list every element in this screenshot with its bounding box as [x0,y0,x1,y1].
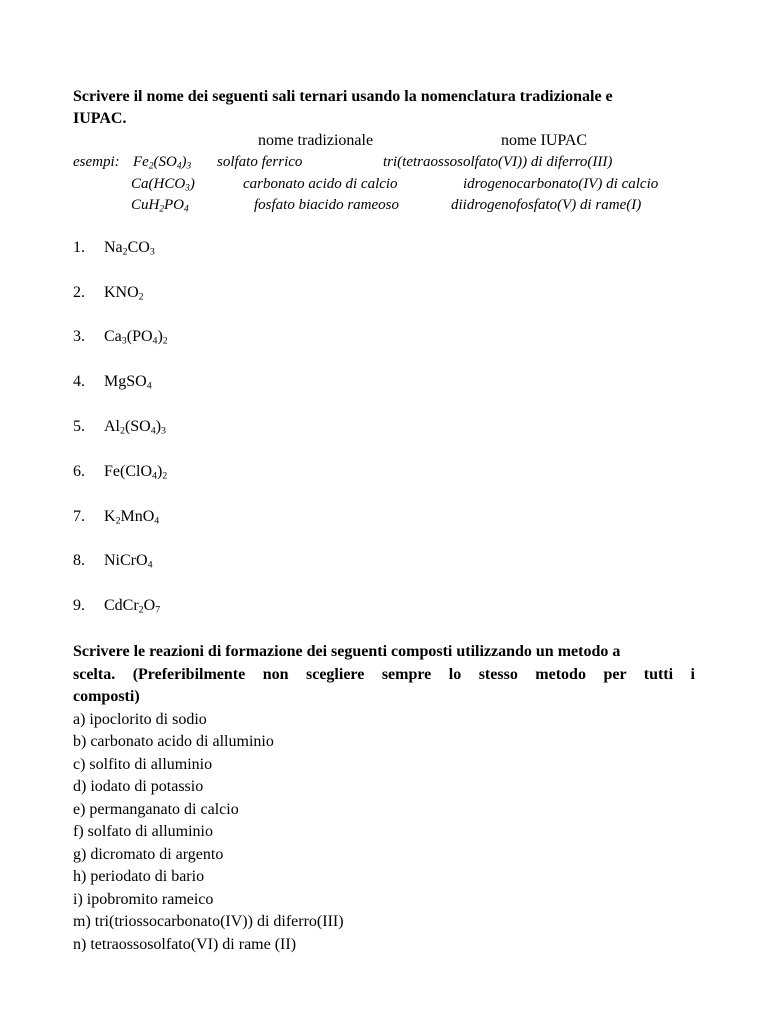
list-item: f) solfato di alluminio [73,823,213,840]
list-item: a) ipoclorito di sodio [73,711,207,728]
example-traditional-name: solfato ferrico [217,154,303,170]
list-item-formula: $CdCr_2O_7$ [104,597,161,616]
examples-label: esempi: [73,154,120,170]
example-formula: $Fe_2(SO_4)_3$ [133,154,192,172]
example-formula: $CuH_2PO_4$ [131,197,189,215]
list-item-formula: $KNO_2$ [104,284,144,303]
list-item-number: 7. [73,508,85,525]
list-item-formula: $Al_2(SO_4)_3$ [104,418,166,437]
list-item-formula: MgSO$_4$ [104,373,152,392]
list-item: e) permanganato di calcio [73,801,239,818]
header-iupac: nome IUPAC [501,132,588,149]
list-item: m) tri(triossocarbonato(IV)) di diferro(III) [73,913,344,930]
example-iupac-name: tri(tetraossosolfato(VI)) di diferro(III) [383,154,613,170]
section2-title-line1: Scrivere le reazioni di formazione dei seguenti composti utilizzando un metodo a [73,643,621,660]
list-item: g) dicromato di argento [73,846,224,863]
list-item: c) solfito di alluminio [73,756,213,773]
example-iupac-name: idrogenocarbonato(IV) di calcio [463,176,659,192]
example-formula: $Ca(HCO_3)$ [131,176,195,194]
list-item-formula: $Fe(ClO_4)_2$ [104,463,168,482]
example-traditional-name: fosfato biacido rameoso [254,197,399,213]
header-traditional: nome tradizionale [258,132,374,149]
list-item-formula: $Na_2CO_3$ [104,239,155,258]
list-item-number: 4. [73,373,85,390]
list-item-number: 1. [73,239,85,256]
list-item: i) ipobromito rameico [73,891,214,908]
list-item-number: 8. [73,552,85,569]
list-item-formula: NiCrO$_4$ [104,552,153,571]
list-item-number: 2. [73,284,85,301]
section1-title-line2: IUPAC. [73,110,127,127]
list-item-number: 9. [73,597,85,614]
list-item-formula: $K_2MnO_4$ [104,508,160,527]
list-item: d) iodato di potassio [73,778,204,795]
section2-title-line3: composti) [73,688,140,705]
example-traditional-name: carbonato acido di calcio [243,176,398,192]
list-item: h) periodato di bario [73,868,205,885]
list-item-number: 5. [73,418,85,435]
list-item-number: 3. [73,328,85,345]
list-item: b) carbonato acido di alluminio [73,733,274,750]
list-item: n) tetraossosolfato(VI) di rame (II) [73,936,297,953]
list-item-number: 6. [73,463,85,480]
section2-title-line2: scelta. (Preferibilmente non scegliere sempre lo stesso metodo per tutti i [73,666,695,683]
list-item-formula: $Ca_3(PO_4)_2$ [104,328,168,347]
example-iupac-name: diidrogenofosfato(V) di rame(I) [451,197,642,213]
section1-title-line1: Scrivere il nome dei seguenti sali ternari usando la nomenclatura tradizionale e [73,88,613,105]
